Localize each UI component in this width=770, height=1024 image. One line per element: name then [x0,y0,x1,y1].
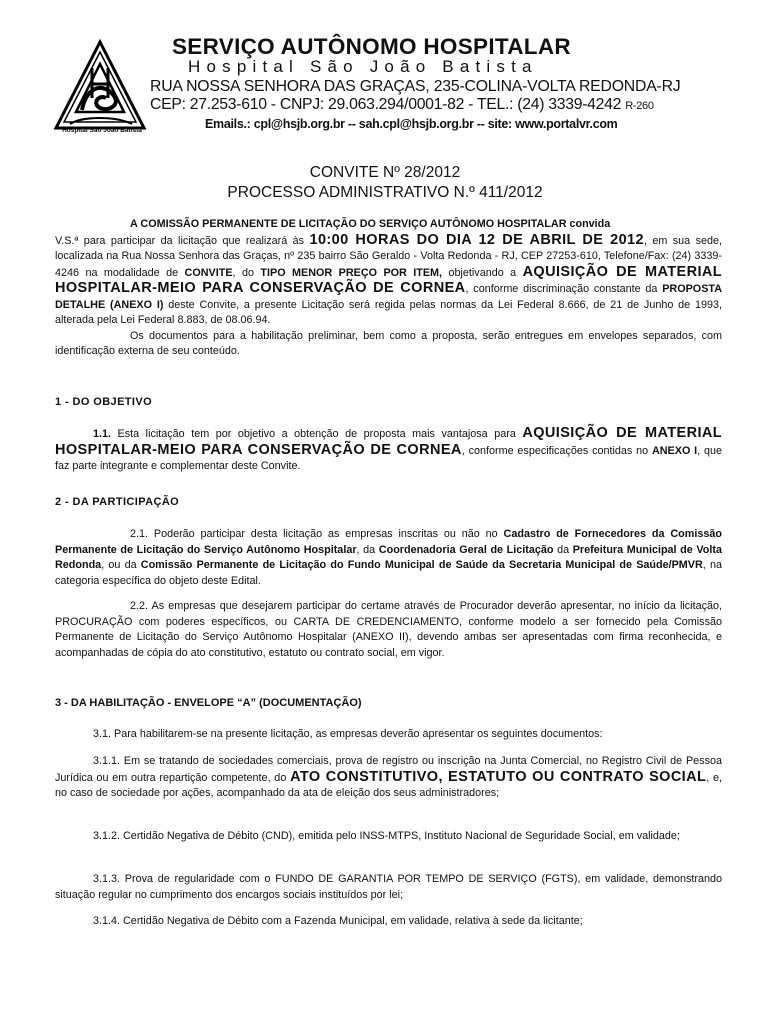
section-1-body [55,426,722,475]
section-2-paragraph-1 [55,527,722,589]
clause-3-1-1 [55,754,722,802]
clause-3-1-4: 3.1.4. Certidão Negativa de Débito com a Fazenda Municipal, em validade, relativa à sede da licitante; [93,915,583,927]
intro-modality: CONVITE [184,266,233,279]
intro-body [55,233,722,329]
section-2-heading: 2 - DA PARTICIPAÇÃO [55,496,180,508]
document-title: CONVITE Nº 28/2012 [309,164,461,181]
section-1-heading: 1 - DO OBJETIVO [55,396,153,408]
clause-text: , e, no caso de sociedade por ações, acompanhado da ata de eleição dos seus administradores; [55,771,722,799]
section-1-text: , que faz parte integrante e complementar deste Convite. [55,444,723,472]
intro-text: , em sua sede, localizada na Rua Nossa Senhora das Graças, nº 235 bairro São Geraldo - Volta Redonda - RJ, CEP 27253-610, Telefone/Fax: (24) 3339-4246 na modalidade de [55,234,722,279]
intro-text: objetivando a [448,266,517,279]
hospital-logo-icon [52,38,148,138]
header-title: SERVIÇO AUTÔNOMO HOSPITALAR [172,34,571,59]
header-contact [150,96,654,114]
header-subtitle: Hospital São João Batista [188,57,538,76]
clause-number: 1.1. [93,428,112,440]
section-2-comissao-fundo: Comissão Permanente de Licitação do Fundo Municipal de Saúde da Secretaria Municipal de Saúde/PMVR [140,559,703,571]
header-address: RUA NOSSA SENHORA DAS GRAÇAS, 235-COLINA-VOLTA REDONDA-RJ [150,78,681,95]
section-2-body [55,527,722,589]
header-contact-text: CEP: 27.253-610 - CNPJ: 29.063.294/0001-82 - TEL.: (24) 3339-4242 [150,96,622,113]
section-2-coordenadoria: Coordenadoria Geral de Licitação [378,543,554,556]
intro-paragraph-2: Os documentos para a habilitação preliminar, bem como a proposta, serão entregues em envelopes separados, com identificação externa de seu conteúdo. [55,329,722,357]
section-2-text: , na categoria específica do objeto deste Edital. [55,559,722,587]
header-contact-ref: R-260 [625,100,654,112]
clause-text: 3.1.1. Em se tratando de sociedades comerciais, prova de registro ou inscrição na Junta Comercial, no Registro Civil de Pessoa Jurídica ou em outra repartição competente, do [55,755,722,784]
intro-text: deste Convite, a presente Licitação será regida pelas normas da Lei Federal 8.666, de 21 de Junho de 1993, alterada pela Lei Federal 8.883, de 08.06.94. [55,298,723,326]
section-2-text: 2.1. Poderão participar desta licitação as empresas inscritas ou não no [130,528,498,540]
intro-text: , do [232,266,254,279]
clause-3-1-2: 3.1.2. Certidão Negativa de Débito (CND), emitida pelo INSS-MTPS, Instituto Nacional de Seguridade Social, em validade; [93,830,680,842]
clause-3-1: 3.1. Para habilitarem-se na presente licitação, as empresas deverão apresentar os seguintes documentos: [93,728,603,740]
clause-3-1-3: 3.1.3. Prova de regularidade com o FUNDO DE GARANTIA POR TEMPO DE SERVIÇO (FGTS), em validade, demonstrando situação regular no cumprimento dos encargos sociais instituídos por lei; [55,873,722,901]
intro-annex: PROPOSTA DETALHE (ANEXO I) [55,283,722,311]
section-2-text: , ou da [101,559,137,571]
section-1-text: , conforme especificações contidas no [461,444,649,457]
document-process-number: PROCESSO ADMINISTRATIVO N.º 411/2012 [227,184,543,201]
section-1-annex: ANEXO I [651,444,698,457]
intro-text: V.S.ª para participar da licitação que realizará às [55,234,305,247]
intro-text: , conforme discriminação constante da [465,283,658,295]
section-2-paragraph-2: 2.2. As empresas que desejarem participar do certame através de Procurador deverão apresentar, no início da licitação, PROCURAÇÃO com poderes específicos, ou CARTA DE CREDENCIAMENTO, conforme modelo a ser fornecido pela Comissão Permanente de Licitação do Serviço Autônomo Hospitalar (ANEXO II), devendo ambas ser apresentadas com firma reconhecida, e acompanhadas de cópia do ato constitutivo, estatuto ou contrato social, em vigor. [55,600,722,659]
section-3-heading: 3 - DA HABILITAÇÃO - ENVELOPE “A” (DOCUMENTAÇÃO) [55,697,362,709]
section-2-cadastro: Cadastro de Fornecedores da Comissão Permanente de Licitação do Serviço Autônomo Hospitalar [55,528,722,556]
header-emails: Emails.: cpl@hsjb.org.br -- sah.cpl@hsjb.org.br -- site: www.portalvr.com [205,117,618,131]
section-2-text: da [557,543,570,556]
intro-paragraph [55,217,722,360]
section-2-prefeitura: Prefeitura Municipal de Volta Redonda [55,543,722,571]
section-1-object: AQUISIÇÃO DE MATERIAL HOSPITALAR-MEIO PARA CONSERVAÇÃO DE CORNEA [55,425,723,458]
intro-line [55,217,722,233]
intro-object: AQUISIÇÃO DE MATERIAL HOSPITALAR-MEIO PARA CONSERVAÇÃO DE CORNEA [55,263,723,296]
section-1-text: Esta licitação tem por objetivo a obtenção de proposta mais vantajosa para [117,428,516,440]
clause-3-1-1-emphasis: ATO CONSTITUTIVO, ESTATUTO OU CONTRATO SOCIAL [290,768,707,785]
intro-type: TIPO MENOR PREÇO POR ITEM, [260,266,443,279]
section-2-text: , da [356,543,376,556]
section-1-paragraph [55,426,722,475]
logo-caption: Hospital São João Batista [62,127,142,134]
intro-date: 10:00 HORAS DO DIA 12 DE ABRIL DE 2012 [309,231,644,248]
intro-commission: A COMISSÃO PERMANENTE DE LICITAÇÃO DO SERVIÇO AUTÔNOMO HOSPITALAR convida [130,218,611,230]
